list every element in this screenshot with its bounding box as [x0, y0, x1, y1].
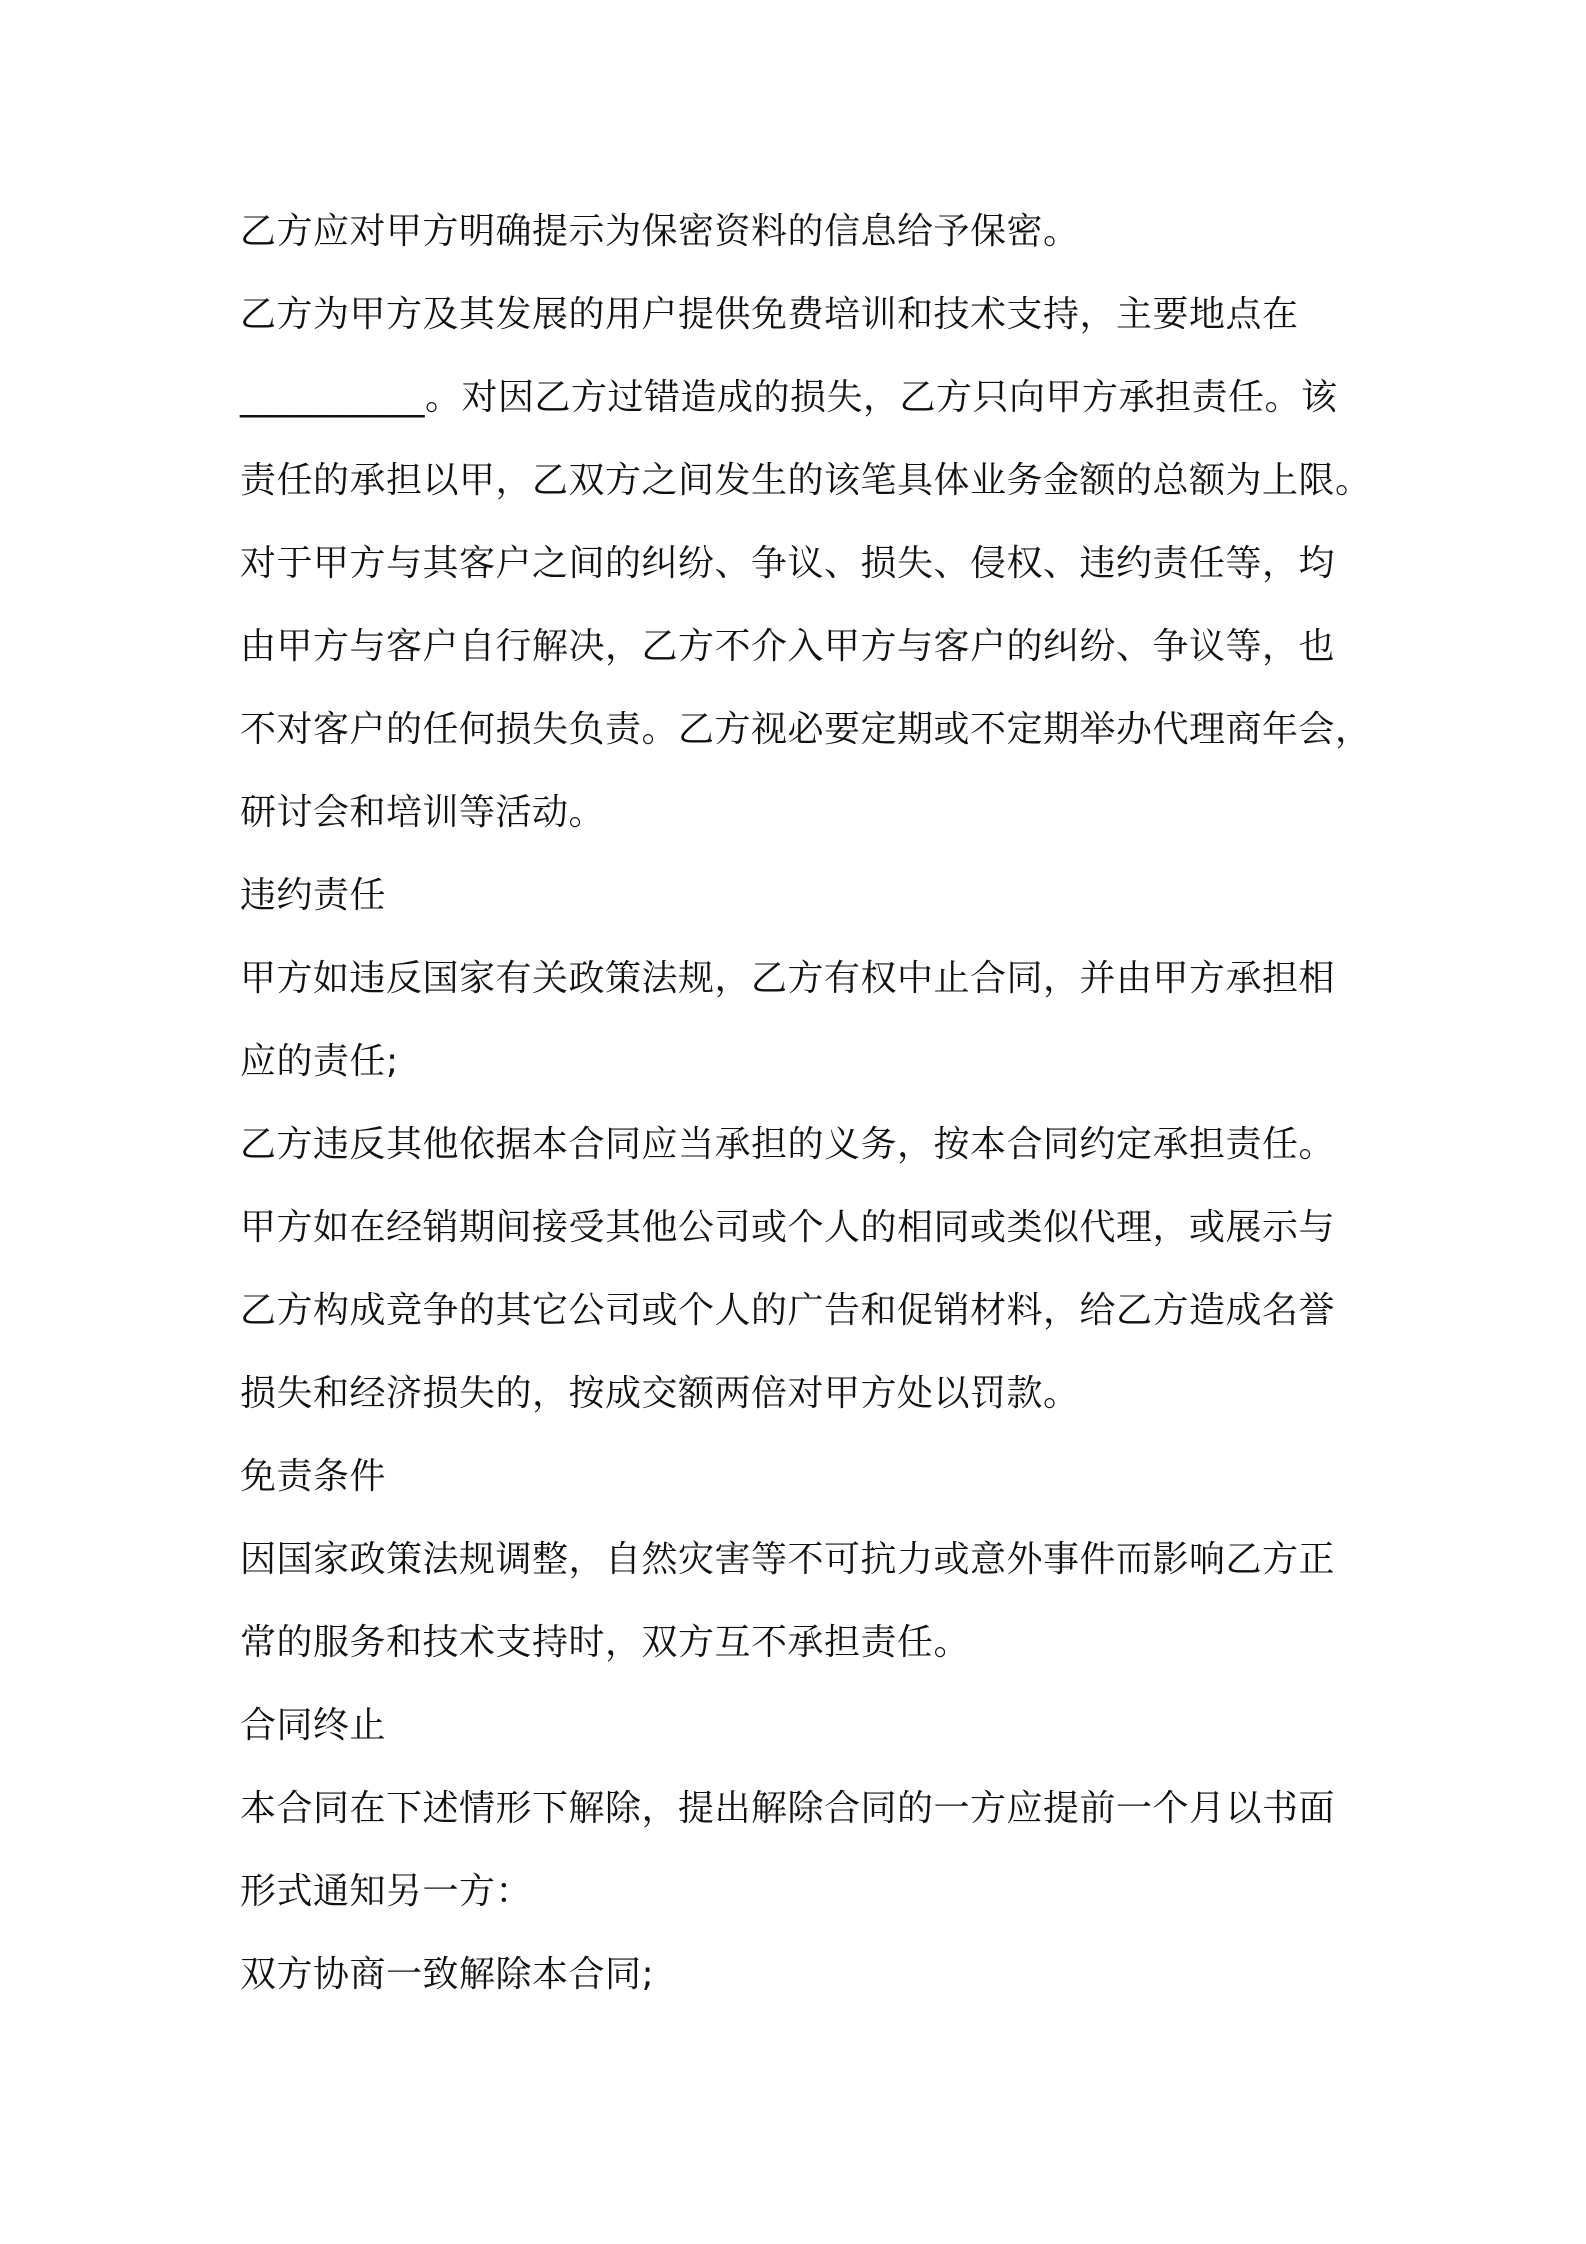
text-line: __________。对因乙方过错造成的损失，乙方只向甲方承担责任。该 [240, 377, 1338, 418]
text-line: 不对客户的任何损失负责。乙方视必要定期或不定期举办代理商年会， [240, 709, 1372, 750]
text-line: 损失和经济损失的，按成交额两倍对甲方处以罚款。 [240, 1373, 1080, 1414]
text-line: 形式通知另一方： [240, 1871, 533, 1912]
text-line: 乙方违反其他依据本合同应当承担的义务，按本合同约定承担责任。 [240, 1124, 1336, 1165]
document-body [240, 190, 1380, 2016]
text-line: 责任的承担以甲，乙双方之间发生的该笔具体业务金额的总额为上限。 [240, 460, 1372, 501]
text-line: 甲方如在经销期间接受其他公司或个人的相同或类似代理，或展示与 [240, 1207, 1336, 1248]
text-line: 由甲方与客户自行解决，乙方不介入甲方与客户的纠纷、争议等，也 [240, 626, 1336, 667]
section-heading: 免责条件 [240, 1456, 387, 1497]
text-line: 因国家政策法规调整，自然灾害等不可抗力或意外事件而影响乙方正 [240, 1539, 1336, 1580]
text-line: 本合同在下述情形下解除，提出解除合同的一方应提前一个月以书面 [240, 1788, 1336, 1829]
text-line: 乙方构成竞争的其它公司或个人的广告和促销材料，给乙方造成名誉 [240, 1290, 1336, 1331]
text-line: 常的服务和技术支持时，双方互不承担责任。 [240, 1622, 971, 1663]
text-line: 乙方为甲方及其发展的用户提供免费培训和技术支持，主要地点在 [240, 294, 1299, 335]
section-heading: 合同终止 [240, 1705, 387, 1746]
text-line: 双方协商一致解除本合同; [240, 1954, 655, 1995]
text-line: 甲方如违反国家有关政策法规，乙方有权中止合同，并由甲方承担相 [240, 958, 1336, 999]
text-line: 乙方应对甲方明确提示为保密资料的信息给予保密。 [240, 211, 1080, 252]
text-line: 研讨会和培训等活动。 [240, 792, 606, 833]
section-heading: 违约责任 [240, 875, 387, 916]
text-line: 应的责任; [240, 1041, 399, 1082]
text-line: 对于甲方与其客户之间的纠纷、争议、损失、侵权、违约责任等，均 [240, 543, 1336, 584]
